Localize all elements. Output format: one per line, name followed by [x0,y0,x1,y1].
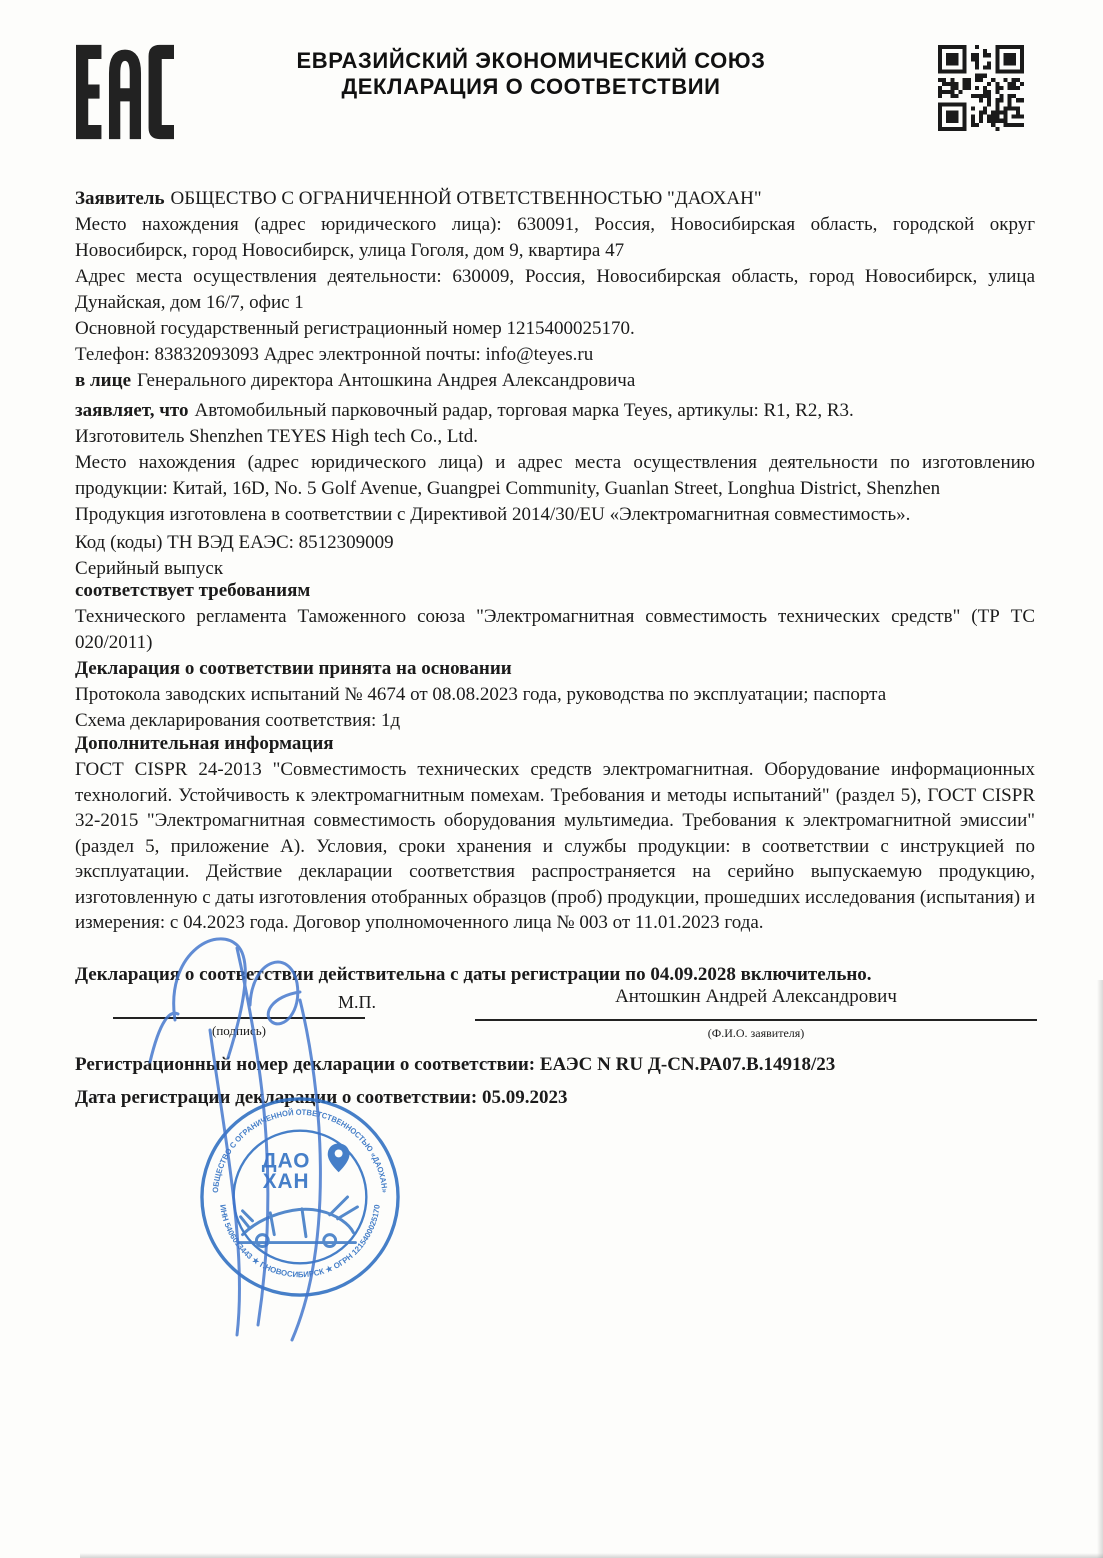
basis-protocol: Протокола заводских испытаний № 4674 от 08.08.2023 года, руководства по эксплуатации; паспорта [75,684,887,705]
stamp-center-line1: ДАО [261,1149,311,1173]
compliance-text: Технического регламента Таможенного союза "Электромагнитная совместимость технических средств" (ТР ТС 020/2011) [75,606,1035,653]
registration-date-line: Дата регистрации декларации о соответствии: 05.09.2023 [75,1087,568,1108]
stamp-place-label: М.П. [338,992,377,1012]
compliance-heading: соответствует требованиям [75,580,311,601]
additional-info-text: ГОСТ CISPR 24-2013 "Совместимость технических средств электромагнитная. Оборудование информационных технологий. Устойчивость к электромагнитным помехам. Требования и методы испытаний" (раздел 5), ГОСТ CISPR 32-2015 "Электромагнитная совместимость оборудования мультимедиа. Требования к электромагнитной эмиссии" (раздел 5, приложение А). Условия, сроки хранения и службы продукции: в соответствии с инструкцией по эксплуатации. Действие декларации соответствия распространяется на серийно выпускаемую продукцию, изготовленную с даты изготовления отобранных образцов (проб) продукции, прошедших исследования (испытания) и измерения: с 04.2023 года. Договор уполномоченного лица № 003 от 11.01.2023 года. [75,759,1035,933]
manufacturer-address: Место нахождения (адрес юридического лица) и адрес места осуществления деятельности по изготовлению продукции: Китай, 16D, No. 5 Golf Avenue, Guangpei Community, Guanlan Street, Longhua District, Shenzhen [75,452,1035,499]
scan-edge-artifact [1097,980,1103,1558]
issue-type: Серийный выпуск [75,558,224,579]
applicant-legal-address: Место нахождения (адрес юридического лица): 630091, Россия, Новосибирская область, городской округ Новосибирск, город Новосибирск, улица Гоголя, дом 9, квартира 47 [75,214,1035,261]
directive-line: Продукция изготовлена в соответствии с Директивой 2014/30/EU «Электромагнитная совместимость». [75,504,911,525]
stamp-center-line2: ХАН [262,1170,310,1194]
applicant-contacts: Телефон: 83832093093 Адрес электронной почты: info@teyes.ru [75,344,594,365]
declares-label: заявляет, что [75,400,189,421]
title-line-declaration: ДЕКЛАРАЦИЯ О СООТВЕТСТВИИ [341,74,721,99]
registration-number-line: Регистрационный номер декларации о соответствии: ЕАЭС N RU Д-CN.РА07.В.14918/23 [75,1054,836,1075]
applicant-ogrn: Основной государственный регистрационный номер 1215400025170. [75,318,635,339]
eac-logo-icon [76,38,174,146]
document-title [285,48,777,100]
applicant-label: Заявитель [75,188,165,209]
applicant-section [75,186,1035,394]
manufacturer-line: Изготовитель Shenzhen TEYES High tech Co., Ltd. [75,426,478,447]
tnved-line: Код (коды) ТН ВЭД ЕАЭС: 8512309009 [75,532,394,553]
signer-name: Антошкин Андрей Александрович [615,986,897,1007]
additional-info-heading: Дополнительная информация [75,733,334,754]
scan-edge-artifact [80,1553,1103,1558]
compliance-section [75,578,1035,656]
applicant-name: ОБЩЕСТВО С ОГРАНИЧЕННОЙ ОТВЕТСТВЕННОСТЬЮ "ДАОХАН" [170,188,762,209]
applicant-representative [75,368,1035,394]
additional-info-section [75,731,1035,936]
basis-heading: Декларация о соответствии принята на основании [75,658,512,679]
in-person-label: в лице [75,370,131,391]
signature-caption: (подпись) [212,1023,266,1038]
stamp-arc-top-text: ОБЩЕСТВО С ОГРАНИЧЕННОЙ ОТВЕТСТВЕННОСТЬЮ «ДАОХАН» [210,1107,390,1194]
in-person-text: Генерального директора Антошкина Андрея Александровича [137,370,636,391]
handwritten-signature [95,920,435,1350]
basis-scheme: Схема декларирования соответствия: 1д [75,710,401,731]
product-description: Автомобильный парковочный радар, торговая марка Teyes, артикулы: R1, R2, R3. [194,400,854,421]
applicant-line [75,186,1035,212]
name-caption: (Ф.И.О. заявителя) [707,1026,805,1040]
applicant-activity-address: Адрес места осуществления деятельности: 630009, Россия, Новосибирская область, город Новосибирск, улица Дунайская, дом 16/7, офис 1 [75,266,1035,313]
title-line-union: ЕВРАЗИЙСКИЙ ЭКОНОМИЧЕСКИЙ СОЮЗ [296,48,766,73]
qr-code [938,45,1024,131]
stamp-arc-bottom-text: ИНН 5406013443 ★ Г.НОВОСИБИРСК ★ ОГРН 1215400025170 [218,1203,382,1280]
name-line [475,1019,1037,1021]
declares-line [75,398,1035,424]
code-section [75,530,1035,582]
validity-line: Декларация о соответствии действительна с даты регистрации по 04.09.2028 включительно. [75,964,872,985]
product-section [75,398,1035,528]
basis-section [75,656,1035,734]
